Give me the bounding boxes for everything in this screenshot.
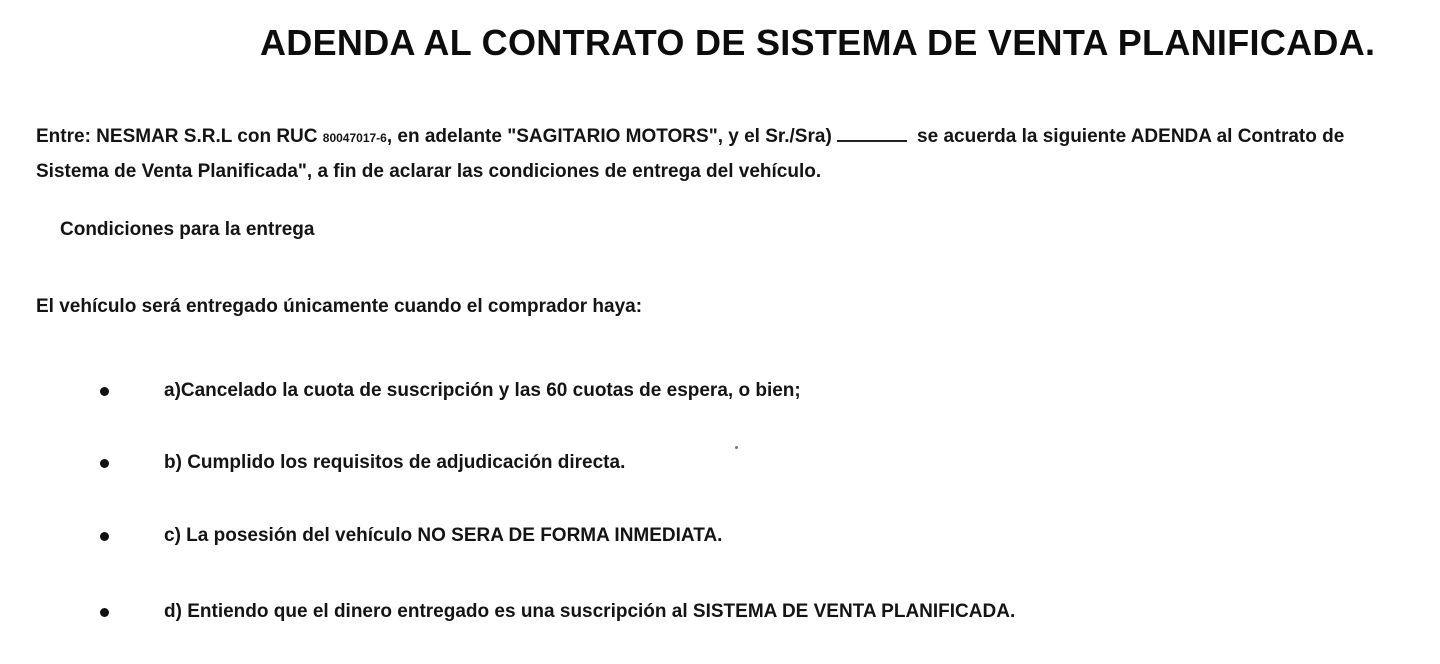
ruc-number: 80047017-6 <box>322 131 387 145</box>
condition-text: a)Cancelado la cuota de suscripción y las 60 cuotas de espera, o bien; <box>164 380 801 401</box>
bullet-dot-icon <box>100 532 109 541</box>
scan-speck <box>735 446 738 449</box>
condition-text: c) La posesión del vehículo NO SERA DE FORMA INMEDIATA. <box>164 525 723 546</box>
bullet-dot-icon <box>100 608 109 617</box>
intro-text-part1: Entre: NESMAR S.R.L con RUC <box>36 126 323 147</box>
document-title: ADENDA AL CONTRATO DE SISTEMA DE VENTA PLANIFICADA. <box>260 22 1376 63</box>
bullet-dot-icon <box>100 387 109 396</box>
condition-text: d) Entiendo que el dinero entregado es una suscripción al SISTEMA DE VENTA PLANIFICADA. <box>164 601 1016 622</box>
intro-text-part2: , en adelante "SAGITARIO MOTORS", y el Sr./Sra) <box>386 126 838 147</box>
condition-text: b) Cumplido los requisitos de adjudicación directa. <box>164 452 626 473</box>
section-heading: Condiciones para la entrega <box>60 219 315 240</box>
bullet-dot-icon <box>100 459 109 468</box>
intro-text-part3: se acuerda la siguiente ADENDA al Contrato de Sistema de Venta Planificada", a fin de aclarar las condiciones de entrega del vehículo. <box>36 126 1345 182</box>
lead-sentence: El vehículo será entregado únicamente cuando el comprador haya: <box>36 296 643 317</box>
